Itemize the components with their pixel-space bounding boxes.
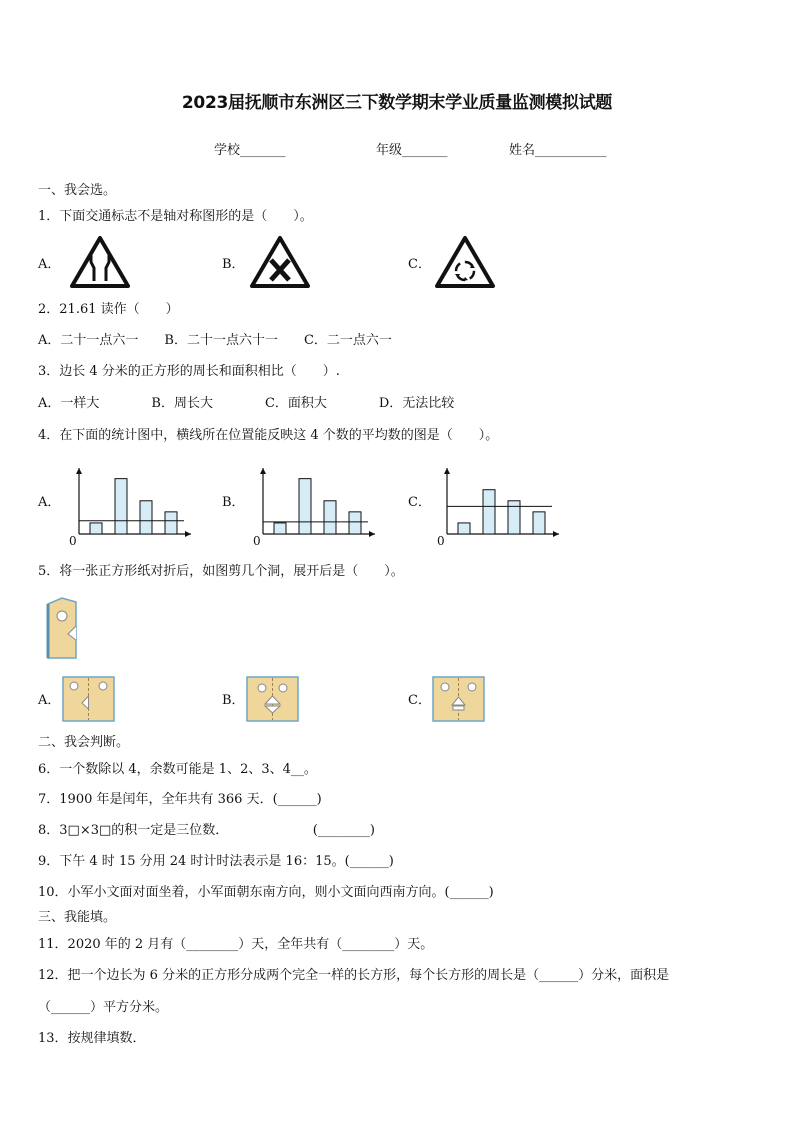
q1-option-a-label[interactable]: A． [38, 257, 61, 272]
question-2-stem: 2．21.61 读作（ ） [38, 302, 179, 317]
unfolded-paper-option-b [246, 676, 299, 722]
question-3-options[interactable]: A．一样大 B．周长大 C．面积大 D．无法比较 [38, 396, 455, 411]
x-axis-arrow [185, 531, 191, 537]
question-2-options[interactable]: A．二十一点六一 B．二十一点六十一 C．二一点六一 [38, 333, 392, 348]
crossroads-warning-sign-icon [249, 235, 311, 289]
q5-option-b-label[interactable]: B． [222, 693, 245, 708]
question-6[interactable]: 6．一个数除以 4，余数可能是 1、2、3、4__。 [38, 762, 317, 777]
section-2-heading: 二、我会判断。 [38, 735, 130, 750]
question-1-stem: 1．下面交通标志不是轴对称图形的是（ ）。 [38, 209, 313, 224]
unfolded-paper-option-c [432, 676, 485, 722]
y-axis-arrow [444, 468, 450, 474]
q5-option-c-label[interactable]: C． [408, 693, 431, 708]
x-axis-arrow [553, 531, 559, 537]
bar-chart-b [250, 462, 380, 547]
grade-field[interactable]: 年级_______ [376, 143, 448, 158]
roundabout-sign-icon [434, 235, 496, 289]
y-axis-arrow [76, 468, 82, 474]
bar-3 [324, 501, 336, 534]
q1-option-b-label[interactable]: B． [222, 257, 245, 272]
question-11[interactable]: 11．2020 年的 2 月有（________）天，全年共有（________）天。 [38, 937, 434, 952]
question-7[interactable]: 7．1900 年是闰年，全年共有 366 天．(______) [38, 792, 322, 807]
page-title: 2023届抚顺市东洲区三下数学期末学业质量监测模拟试题 [181, 93, 613, 113]
bar-2 [483, 490, 495, 534]
bar-2 [115, 479, 127, 534]
question-8[interactable]: 8．3□×3□的积一定是三位数． (________) [38, 823, 375, 838]
origin-label: 0 [69, 534, 77, 547]
bar-3 [508, 501, 520, 534]
q4-option-a-label[interactable]: A． [38, 495, 61, 510]
bar-4 [165, 512, 177, 534]
bar-1 [274, 523, 286, 534]
question-9[interactable]: 9．下午 4 时 15 分用 24 时计时法表示是 16：15。(______) [38, 854, 394, 869]
bar-1 [458, 523, 470, 534]
bar-2 [299, 479, 311, 534]
folded-paper-figure [42, 596, 82, 662]
bar-4 [533, 512, 545, 534]
school-field[interactable]: 学校_______ [214, 143, 286, 158]
question-4-stem: 4．在下面的统计图中，横线所在位置能反映这 4 个数的平均数的图是（ ）。 [38, 428, 499, 443]
question-13: 13．按规律填数． [38, 1031, 146, 1046]
section-3-heading: 三、我能填。 [38, 910, 117, 925]
origin-label: 0 [253, 534, 261, 547]
bar-chart-a [66, 462, 196, 547]
bar-3 [140, 501, 152, 534]
name-field[interactable]: 姓名___________ [509, 143, 607, 158]
question-5-stem: 5．将一张正方形纸对折后，如图剪几个洞，展开后是（ ）。 [38, 564, 404, 579]
q4-option-b-label[interactable]: B． [222, 495, 245, 510]
q5-option-a-label[interactable]: A． [38, 693, 61, 708]
bar-chart-c [434, 462, 564, 547]
x-axis-arrow [369, 531, 375, 537]
bar-1 [90, 523, 102, 534]
question-12-line2[interactable]: （______）平方分米。 [38, 1000, 169, 1015]
section-1-heading: 一、我会选。 [38, 183, 117, 198]
origin-label: 0 [437, 534, 445, 547]
question-12-line1[interactable]: 12．把一个边长为 6 分米的正方形分成两个完全一样的长方形，每个长方形的周长是（______）分米，面积是 [38, 968, 670, 983]
road-narrows-sign-icon [69, 235, 131, 289]
question-10[interactable]: 10．小军小文面对面坐着，小军面朝东南方向，则小文面向西南方向。(______) [38, 885, 494, 900]
q4-option-c-label[interactable]: C． [408, 495, 431, 510]
y-axis-arrow [260, 468, 266, 474]
q1-option-c-label[interactable]: C． [408, 257, 431, 272]
bar-4 [349, 512, 361, 534]
question-3-stem: 3．边长 4 分米的正方形的周长和面积相比（ ）. [38, 364, 340, 379]
unfolded-paper-option-a [62, 676, 115, 722]
